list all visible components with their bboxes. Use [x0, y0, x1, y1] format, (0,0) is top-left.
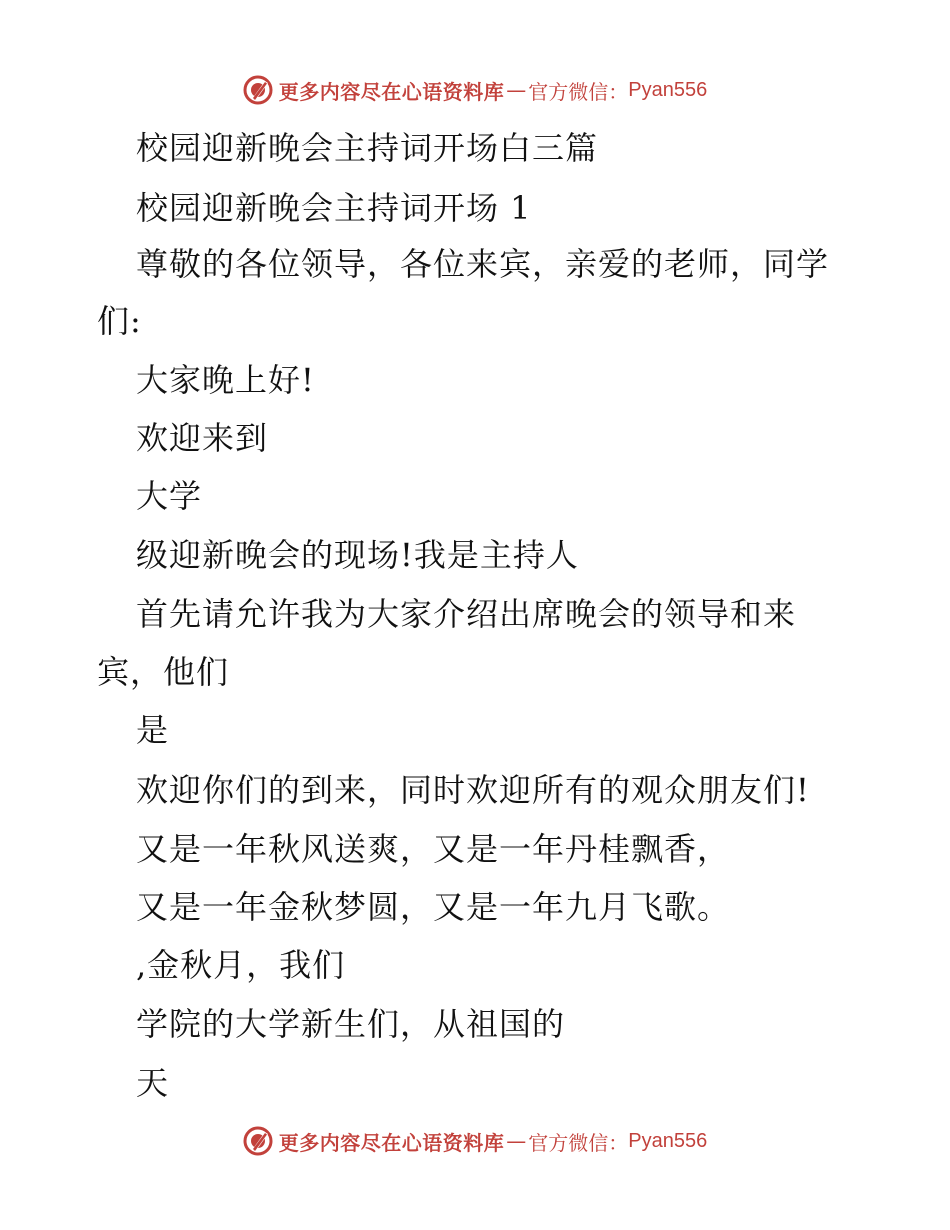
text-line: ,金秋月，我们 [136, 946, 346, 984]
banner-wechat-id: Pyan556 [628, 78, 708, 101]
pen-logo-icon [243, 75, 273, 105]
banner-wechat-id: Pyan556 [628, 1129, 708, 1152]
text-line: 天 [136, 1064, 170, 1102]
footer-banner [0, 1121, 950, 1161]
text-line: 首先请允许我为大家介绍出席晚会的领导和来 [136, 595, 797, 633]
text-line: 尊敬的各位领导，各位来宾，亲爱的老师，同学 [136, 245, 830, 283]
text-line: 又是一年秋风送爽，又是一年丹桂飘香， [136, 830, 731, 868]
pen-logo-icon [243, 1126, 273, 1156]
text-line: 们: [97, 302, 142, 340]
text-line: 级迎新晚会的现场!我是主持人 [136, 536, 579, 574]
banner-dash: — [506, 78, 527, 102]
document-title: 校园迎新晚会主持词开场白三篇 [136, 129, 599, 167]
text-line: 大家晚上好! [136, 361, 315, 399]
header-banner [0, 70, 950, 110]
text-line: 是 [136, 711, 170, 749]
text-line: 大学 [136, 477, 203, 515]
banner-wechat-label: 官方微信： [528, 1130, 629, 1155]
banner-dash: — [506, 1129, 527, 1153]
banner-slogan: 更多内容尽在心语资料库 [278, 1130, 505, 1155]
text-line: 欢迎来到 [136, 419, 269, 457]
banner-slogan: 更多内容尽在心语资料库 [278, 79, 505, 104]
section-heading: 校园迎新晚会主持词开场 1 [136, 189, 532, 227]
text-line: 欢迎你们的到来，同时欢迎所有的观众朋友们! [136, 771, 810, 809]
text-line: 又是一年金秋梦圆，又是一年九月飞歌。 [136, 888, 731, 926]
text-line: 宾，他们 [97, 653, 230, 691]
text-line: 学院的大学新生们，从祖国的 [136, 1005, 566, 1043]
banner-wechat-label: 官方微信： [528, 79, 629, 104]
